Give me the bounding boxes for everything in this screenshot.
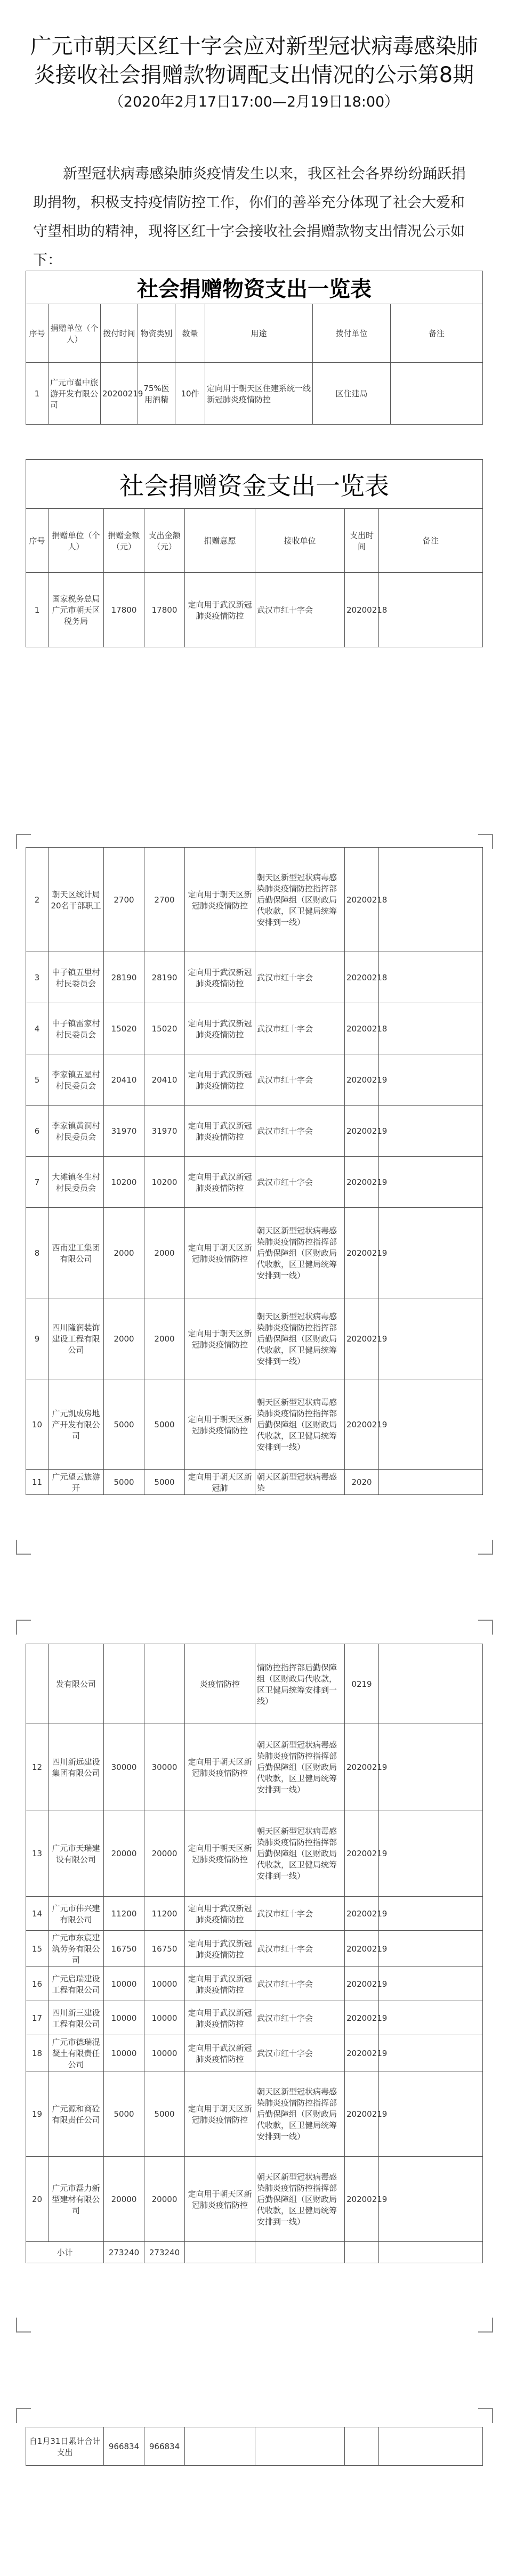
funds-cell	[104, 1644, 144, 1724]
funds-cell	[379, 1810, 483, 1897]
funds-cell: 10000	[144, 2035, 185, 2071]
crop-mark	[16, 1620, 31, 1635]
funds-cell: 10200	[104, 1157, 144, 1208]
funds-cell: 定向用于武汉新冠肺炎疫情防控	[185, 1967, 255, 2001]
empty-cell	[345, 2242, 379, 2263]
funds-cell: 20200219	[345, 2071, 379, 2157]
funds-cell: 2020	[345, 1470, 379, 1495]
empty-cell	[185, 2427, 255, 2466]
funds-cell	[379, 1931, 483, 1967]
funds-cell: 定向用于武汉新冠肺炎疫情防控	[185, 1054, 255, 1106]
funds-cell: 国家税务总局广元市朝天区税务局	[49, 573, 104, 647]
goods-header-cell: 捐赠单位（个人）	[49, 304, 101, 363]
funds-cell	[379, 1379, 483, 1470]
empty-cell	[379, 2242, 483, 2263]
funds-header-cell: 捐赠意愿	[185, 509, 255, 573]
funds-cell: 广元启瑞建设工程有限公司	[49, 1967, 104, 2001]
subtotal-spent: 273240	[144, 2242, 185, 2263]
funds-cell: 10	[26, 1379, 49, 1470]
funds-row	[26, 2001, 483, 2035]
funds-cell: 16750	[104, 1931, 144, 1967]
funds-cell: 广元市东宸建筑劳务有限公司	[49, 1931, 104, 1967]
funds-row	[26, 1897, 483, 1931]
funds-cell	[379, 1470, 483, 1495]
funds-row	[26, 2035, 483, 2071]
goods-table-title: 社会捐赠物资支出一览表	[26, 271, 483, 304]
funds-cell: 武汉市红十字会	[255, 2001, 345, 2035]
funds-table-title: 社会捐赠资金支出一览表	[26, 460, 483, 509]
funds-row	[26, 1208, 483, 1298]
funds-cell: 0219	[345, 1644, 379, 1724]
crop-mark	[16, 2318, 31, 2333]
intro-paragraph: 新型冠状病毒感染肺炎疫情发生以来，我区社会各界纷纷踊跃捐助捐物，积极支持疫情防控工作，你们的善举充分体现了社会大爱和守望相助的精神，现将区红十字会接收社会捐赠款物支出情况公示如下：	[33, 166, 466, 269]
funds-cell: 武汉市红十字会	[255, 1897, 345, 1931]
funds-cell: 朝天区新型冠状病毒感染肺炎疫情防控指挥部后勤保障组（区财政局代收款，区卫健局统筹安排到一线）	[255, 1208, 345, 1298]
cumulative-label: 自1月31日累计合计支出	[26, 2427, 104, 2466]
funds-cell: 西南建工集团有限公司	[49, 1208, 104, 1298]
funds-cell: 朝天区新型冠状病毒感染肺炎疫情防控指挥部后勤保障组（区财政局代收款，区卫健局统筹安排到一线）	[255, 1810, 345, 1897]
funds-cell: 20	[26, 2157, 49, 2242]
crop-mark	[478, 2408, 493, 2423]
funds-cell	[379, 1106, 483, 1157]
funds-cell: 7	[26, 1157, 49, 1208]
funds-cell: 定向用于武汉新冠肺炎疫情防控	[185, 1897, 255, 1931]
empty-cell	[185, 2242, 255, 2263]
funds-cell: 20200219	[345, 1379, 379, 1470]
funds-cell: 20200218	[345, 573, 379, 647]
funds-cell: 朝天区新型冠状病毒感染肺炎疫情防控指挥部后勤保障组（区财政局代收款，区卫健局统筹安排到一线）	[255, 1379, 345, 1470]
goods-header-cell: 序号	[26, 304, 49, 363]
funds-cell: 大滩镇冬生村村民委员会	[49, 1157, 104, 1208]
funds-cell: 武汉市红十字会	[255, 1157, 345, 1208]
crop-mark	[16, 2408, 31, 2423]
funds-cell: 17	[26, 2001, 49, 2035]
funds-cell: 20200219	[345, 2001, 379, 2035]
goods-header-cell: 拨付时间	[101, 304, 138, 363]
funds-cell: 武汉市红十字会	[255, 1106, 345, 1157]
funds-cell: 朝天区新型冠状病毒感染肺炎疫情防控指挥部后勤保障组（区财政局代收款，区卫健局统筹安排到一线）	[255, 2157, 345, 2242]
goods-cell: 75%医用酒精	[138, 363, 175, 425]
empty-cell	[345, 2427, 379, 2466]
funds-cell: 广元市磊力新型建材有限公司	[49, 2157, 104, 2242]
funds-cell: 定向用于武汉新冠肺炎疫情防控	[185, 2001, 255, 2035]
subtotal-label: 小计	[26, 2242, 104, 2263]
funds-row	[26, 1379, 483, 1470]
funds-cell: 5000	[104, 1379, 144, 1470]
funds-cell: 3	[26, 952, 49, 1003]
funds-cell: 20000	[104, 1810, 144, 1897]
funds-row	[26, 2071, 483, 2157]
funds-cell	[379, 2035, 483, 2071]
funds-cell: 20200219	[345, 2157, 379, 2242]
empty-cell	[255, 2242, 345, 2263]
funds-cell: 5000	[144, 2071, 185, 2157]
funds-cell	[379, 1644, 483, 1724]
funds-cell: 广元市伟兴建有限公司	[49, 1897, 104, 1931]
funds-cell: 10000	[104, 2035, 144, 2071]
funds-cell: 朝天区统计局20名干部职工	[49, 848, 104, 952]
funds-cell: 定向用于朝天区新冠肺	[185, 1470, 255, 1495]
funds-cell	[379, 1897, 483, 1931]
funds-cell: 4	[26, 1003, 49, 1054]
funds-cell: 武汉市红十字会	[255, 1931, 345, 1967]
funds-cell: 30000	[104, 1724, 144, 1810]
funds-cell: 2700	[144, 848, 185, 952]
funds-cell: 1	[26, 573, 49, 647]
funds-cell: 发有限公司	[49, 1644, 104, 1724]
funds-cell: 18	[26, 2035, 49, 2071]
cumulative-row	[26, 2427, 483, 2466]
funds-cell: 20200219	[345, 1208, 379, 1298]
funds-header-cell: 备注	[379, 509, 483, 573]
funds-cell: 15	[26, 1931, 49, 1967]
funds-cell: 广元源和商砼有限责任公司	[49, 2071, 104, 2157]
goods-table	[26, 271, 483, 425]
goods-cell: 广元市翟中旅游开发有限公司	[49, 363, 101, 425]
funds-cell: 2000	[144, 1298, 185, 1379]
funds-cell: 5000	[144, 1379, 185, 1470]
funds-cell: 广元望云旅游开	[49, 1470, 104, 1495]
funds-cell: 10200	[144, 1157, 185, 1208]
funds-cell: 定向用于朝天区新冠肺炎疫情防控	[185, 1298, 255, 1379]
funds-header-cell: 序号	[26, 509, 49, 573]
funds-cell	[379, 573, 483, 647]
funds-cell: 20200218	[345, 952, 379, 1003]
subtotal-row	[26, 2242, 483, 2263]
funds-cell: 5	[26, 1054, 49, 1106]
funds-cell: 武汉市红十字会	[255, 1054, 345, 1106]
goods-cell: 区住建局	[313, 363, 391, 425]
funds-cell: 20200218	[345, 1003, 379, 1054]
funds-row	[26, 1106, 483, 1157]
funds-row	[26, 1724, 483, 1810]
goods-row	[26, 363, 483, 425]
goods-header-cell: 用途	[205, 304, 313, 363]
funds-cell: 20200219	[345, 1967, 379, 2001]
funds-cell: 20000	[104, 2157, 144, 2242]
funds-cell	[26, 1644, 49, 1724]
funds-row	[26, 848, 483, 952]
funds-cell	[379, 1003, 483, 1054]
funds-header-cell: 捐赠单位（个人）	[49, 509, 104, 573]
funds-cell: 情防控指挥部后勤保障组（区财政局代收款，区卫健局统筹安排到一线）	[255, 1644, 345, 1724]
funds-cell: 广元市德瑞混凝土有限责任公司	[49, 2035, 104, 2071]
goods-cell	[391, 363, 483, 425]
funds-cell: 李家镇黄洞村村民委员会	[49, 1106, 104, 1157]
funds-row	[26, 1298, 483, 1379]
empty-cell	[255, 2427, 345, 2466]
funds-cell: 定向用于武汉新冠肺炎疫情防控	[185, 1106, 255, 1157]
funds-cell	[379, 2001, 483, 2035]
funds-cell: 20200219	[345, 1106, 379, 1157]
funds-row	[26, 1003, 483, 1054]
funds-cell: 定向用于武汉新冠肺炎疫情防控	[185, 1931, 255, 1967]
funds-cell: 10000	[144, 2001, 185, 2035]
funds-cell: 朝天区新型冠状病毒感染肺炎疫情防控指挥部后勤保障组（区财政局代收款，区卫健局统筹安排到一线）	[255, 1724, 345, 1810]
funds-cell	[379, 1724, 483, 1810]
funds-cell: 11200	[104, 1897, 144, 1931]
funds-table-part-1	[26, 459, 483, 647]
goods-header-cell: 物资类别	[138, 304, 175, 363]
funds-cell: 朝天区新型冠状病毒感染	[255, 1470, 345, 1495]
funds-cell: 武汉市红十字会	[255, 573, 345, 647]
funds-cell: 6	[26, 1106, 49, 1157]
goods-cell: 20200219	[101, 363, 138, 425]
funds-table-part-4	[26, 2427, 483, 2466]
funds-cell: 中子镇雷家村村民委员会	[49, 1003, 104, 1054]
cumulative-spent: 966834	[144, 2427, 185, 2466]
funds-cell: 李家镇五星村村民委员会	[49, 1054, 104, 1106]
funds-table-part-2	[26, 847, 483, 1495]
funds-row	[26, 952, 483, 1003]
funds-cell: 31970	[144, 1106, 185, 1157]
funds-cell: 广元市天瑞建设有限公司	[49, 1810, 104, 1897]
funds-cell: 定向用于朝天区新冠肺炎疫情防控	[185, 2071, 255, 2157]
funds-row	[26, 1470, 483, 1495]
funds-cell: 定向用于朝天区新冠肺炎疫情防控	[185, 1208, 255, 1298]
funds-cell: 5000	[104, 2071, 144, 2157]
funds-cell	[379, 2071, 483, 2157]
funds-cell: 20200219	[345, 1298, 379, 1379]
funds-cell: 14	[26, 1897, 49, 1931]
funds-cell: 20200219	[345, 1810, 379, 1897]
funds-cell: 朝天区新型冠状病毒感染肺炎疫情防控指挥部后勤保障组（区财政局代收款，区卫健局统筹安排到一线）	[255, 2071, 345, 2157]
goods-cell: 1	[26, 363, 49, 425]
funds-cell: 炎疫情防控	[185, 1644, 255, 1724]
funds-cell: 四川新三建设工程有限公司	[49, 2001, 104, 2035]
crop-mark	[478, 2318, 493, 2333]
funds-cell	[379, 952, 483, 1003]
funds-header-cell: 捐赠金额（元）	[104, 509, 144, 573]
funds-cell: 定向用于朝天区新冠肺炎疫情防控	[185, 2157, 255, 2242]
subtotal-donated: 273240	[104, 2242, 144, 2263]
funds-row	[26, 1054, 483, 1106]
funds-cell: 20200219	[345, 1054, 379, 1106]
funds-row	[26, 573, 483, 647]
funds-cell: 16750	[144, 1931, 185, 1967]
funds-cell: 16	[26, 1967, 49, 2001]
funds-cell: 17800	[104, 573, 144, 647]
funds-cell: 中子镇五里村村民委员会	[49, 952, 104, 1003]
funds-cell: 20000	[144, 1810, 185, 1897]
funds-cell: 20410	[144, 1054, 185, 1106]
funds-cell: 15020	[104, 1003, 144, 1054]
funds-cell: 20200218	[345, 848, 379, 952]
crop-mark	[478, 1540, 493, 1555]
funds-cell: 10000	[104, 1967, 144, 2001]
funds-cell: 20200219	[345, 2035, 379, 2071]
crop-mark	[478, 1620, 493, 1635]
funds-cell: 朝天区新型冠状病毒感染肺炎疫情防控指挥部后勤保障组（区财政局代收款，区卫健局统筹安排到一线）	[255, 1298, 345, 1379]
funds-cell: 20000	[144, 2157, 185, 2242]
funds-cell: 20200219	[345, 1724, 379, 1810]
funds-cell	[379, 1967, 483, 2001]
funds-cell: 10000	[144, 1967, 185, 2001]
funds-cell: 31970	[104, 1106, 144, 1157]
funds-cell: 20200219	[345, 1897, 379, 1931]
funds-cell: 武汉市红十字会	[255, 1003, 345, 1054]
funds-cell	[379, 2157, 483, 2242]
funds-cell: 定向用于武汉新冠肺炎疫情防控	[185, 573, 255, 647]
funds-cell: 11200	[144, 1897, 185, 1931]
funds-cell: 定向用于武汉新冠肺炎疫情防控	[185, 952, 255, 1003]
funds-cell: 15020	[144, 1003, 185, 1054]
funds-cell: 8	[26, 1208, 49, 1298]
crop-mark	[16, 834, 31, 849]
funds-cell	[379, 1157, 483, 1208]
document-header	[26, 32, 482, 113]
funds-cell	[379, 848, 483, 952]
funds-row	[26, 1157, 483, 1208]
funds-cell: 5000	[144, 1470, 185, 1495]
funds-cell: 定向用于武汉新冠肺炎疫情防控	[185, 1003, 255, 1054]
funds-cell: 10000	[104, 2001, 144, 2035]
funds-table-part-3	[26, 1644, 483, 2263]
funds-cell: 定向用于朝天区新冠肺炎疫情防控	[185, 1379, 255, 1470]
funds-cell: 28190	[144, 952, 185, 1003]
funds-cell: 朝天区新型冠状病毒感染肺炎疫情防控指挥部后勤保障组（区财政局代收款，区卫健局统筹安排到一线）	[255, 848, 345, 952]
funds-cell: 定向用于武汉新冠肺炎疫情防控	[185, 2035, 255, 2071]
goods-header-cell: 数量	[175, 304, 205, 363]
funds-cell: 广元凯成房地产开发有限公司	[49, 1379, 104, 1470]
goods-cell: 10件	[175, 363, 205, 425]
funds-cell: 四川新远建设集团有限公司	[49, 1724, 104, 1810]
funds-cell: 定向用于武汉新冠肺炎疫情防控	[185, 1157, 255, 1208]
funds-cell	[144, 1644, 185, 1724]
goods-header-cell: 备注	[391, 304, 483, 363]
funds-cell	[379, 1298, 483, 1379]
funds-cell: 定向用于朝天区新冠肺炎疫情防控	[185, 848, 255, 952]
funds-header-cell: 支出金额（元）	[144, 509, 185, 573]
funds-cell: 2000	[104, 1298, 144, 1379]
document-title: 广元市朝天区红十字会应对新型冠状病毒感染肺炎接收社会捐赠款物调配支出情况的公示第8期	[30, 34, 478, 87]
funds-row	[26, 1931, 483, 1967]
funds-cell: 2000	[144, 1208, 185, 1298]
funds-cell: 28190	[104, 952, 144, 1003]
funds-cell: 定向用于朝天区新冠肺炎疫情防控	[185, 1810, 255, 1897]
funds-cell: 武汉市红十字会	[255, 1967, 345, 2001]
document-period: （2020年2月17日17:00—2月19日18:00）	[109, 94, 399, 110]
funds-row	[26, 1810, 483, 1897]
funds-cell: 定向用于朝天区新冠肺炎疫情防控	[185, 1724, 255, 1810]
funds-row	[26, 1644, 483, 1724]
funds-row	[26, 1967, 483, 2001]
funds-cell: 19	[26, 2071, 49, 2157]
funds-header-cell: 支出时间	[345, 509, 379, 573]
funds-cell: 20410	[104, 1054, 144, 1106]
funds-cell: 武汉市红十字会	[255, 952, 345, 1003]
funds-cell: 2700	[104, 848, 144, 952]
funds-header-cell: 接收单位	[255, 509, 345, 573]
funds-cell: 四川隆润装饰建设工程有限公司	[49, 1298, 104, 1379]
funds-cell: 5000	[104, 1470, 144, 1495]
funds-cell: 20200219	[345, 1931, 379, 1967]
funds-cell: 17800	[144, 573, 185, 647]
crop-mark	[478, 834, 493, 849]
funds-cell: 武汉市红十字会	[255, 2035, 345, 2071]
goods-header-cell: 拨付单位	[313, 304, 391, 363]
crop-mark	[16, 1540, 31, 1555]
funds-cell: 13	[26, 1810, 49, 1897]
funds-cell	[379, 1054, 483, 1106]
funds-cell: 2	[26, 848, 49, 952]
funds-cell: 30000	[144, 1724, 185, 1810]
funds-cell: 2000	[104, 1208, 144, 1298]
goods-cell: 定向用于朝天区住建系统一线新冠肺炎疫情防控	[205, 363, 313, 425]
funds-cell: 9	[26, 1298, 49, 1379]
funds-cell	[379, 1208, 483, 1298]
funds-cell: 12	[26, 1724, 49, 1810]
funds-cell: 11	[26, 1470, 49, 1495]
funds-cell: 20200219	[345, 1157, 379, 1208]
empty-cell	[379, 2427, 483, 2466]
funds-row	[26, 2157, 483, 2242]
cumulative-donated: 966834	[104, 2427, 144, 2466]
